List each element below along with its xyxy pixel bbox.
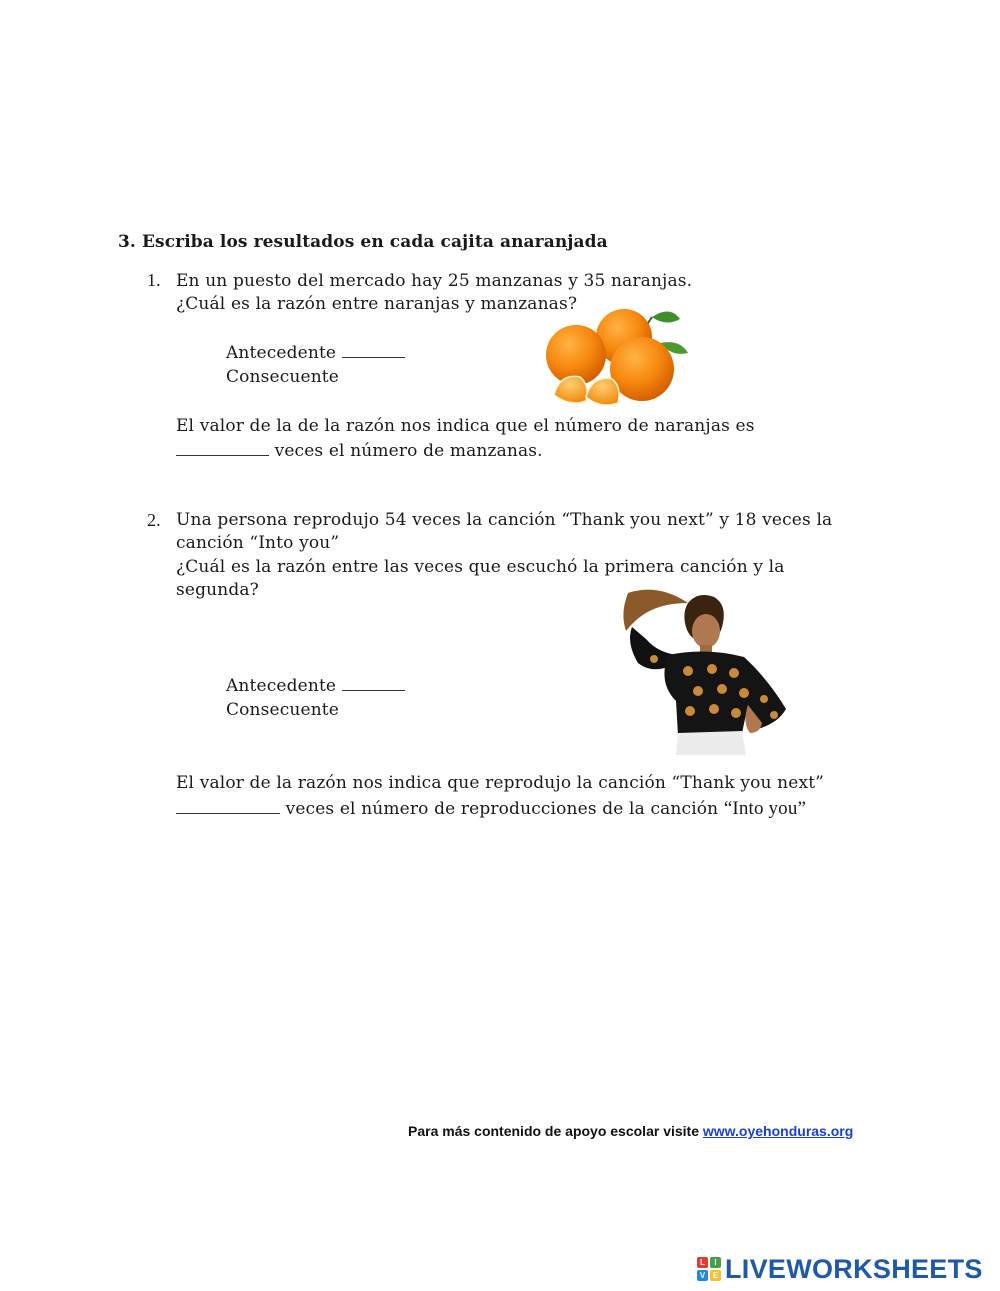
question-1-line-2: ¿Cuál es la razón entre naranjas y manzanas? [176,294,578,314]
question-2-valor-line-2 [176,797,806,821]
valor-text-2-song: “Into you” [723,798,807,819]
consecuente-label-2: Consecuente [226,700,339,720]
section-heading: 3. Escriba los resultados en cada cajita anaranjada [118,232,608,252]
footer-text: Para más contenido de apoyo escolar visite [408,1123,699,1139]
question-1-antecedente-row [226,342,405,365]
valor-text-1: veces el número de manzanas. [274,441,543,461]
brand-name: LIVEWORKSHEETS [725,1253,983,1284]
consecuente-label: Consecuente [226,367,339,387]
liveworksheets-logo [697,1254,983,1284]
logo-cubes-icon: L I V E [697,1257,721,1281]
valor-blank-2[interactable] [176,798,280,814]
footer-link[interactable]: www.oyehonduras.org [702,1123,854,1139]
question-2-valor-line-1: El valor de la razón nos indica que reprodujo la canción “Thank you next” [176,773,825,793]
question-2-line-3: ¿Cuál es la razón entre las veces que escuchó la primera canción y la [176,557,785,577]
question-2-number: 2. [147,510,161,530]
question-1-line-1: En un puesto del mercado hay 25 manzanas y 35 naranjas. [176,271,693,291]
antecedente-blank-2[interactable] [342,675,405,691]
question-2-line-2: canción “Into you” [176,533,340,553]
question-1-valor-line-1: El valor de la de la razón nos indica que el número de naranjas es [176,416,755,436]
antecedente-blank[interactable] [342,342,405,358]
question-2-antecedente-row [226,675,405,698]
footer-note [408,1123,853,1139]
question-1-valor-line-2 [176,440,543,463]
question-2-line-4: segunda? [176,580,259,600]
oranges-image [540,305,695,410]
person-image [618,583,793,755]
valor-text-2: veces el número de reproducciones de la canción [285,799,719,819]
valor-blank-1[interactable] [176,440,269,456]
antecedente-label-2: Antecedente [226,676,337,696]
question-2-line-1: Una persona reprodujo 54 veces la canción “Thank you next” y 18 veces la [176,510,833,530]
antecedente-label: Antecedente [226,343,337,363]
question-1-number: 1. [147,270,161,290]
